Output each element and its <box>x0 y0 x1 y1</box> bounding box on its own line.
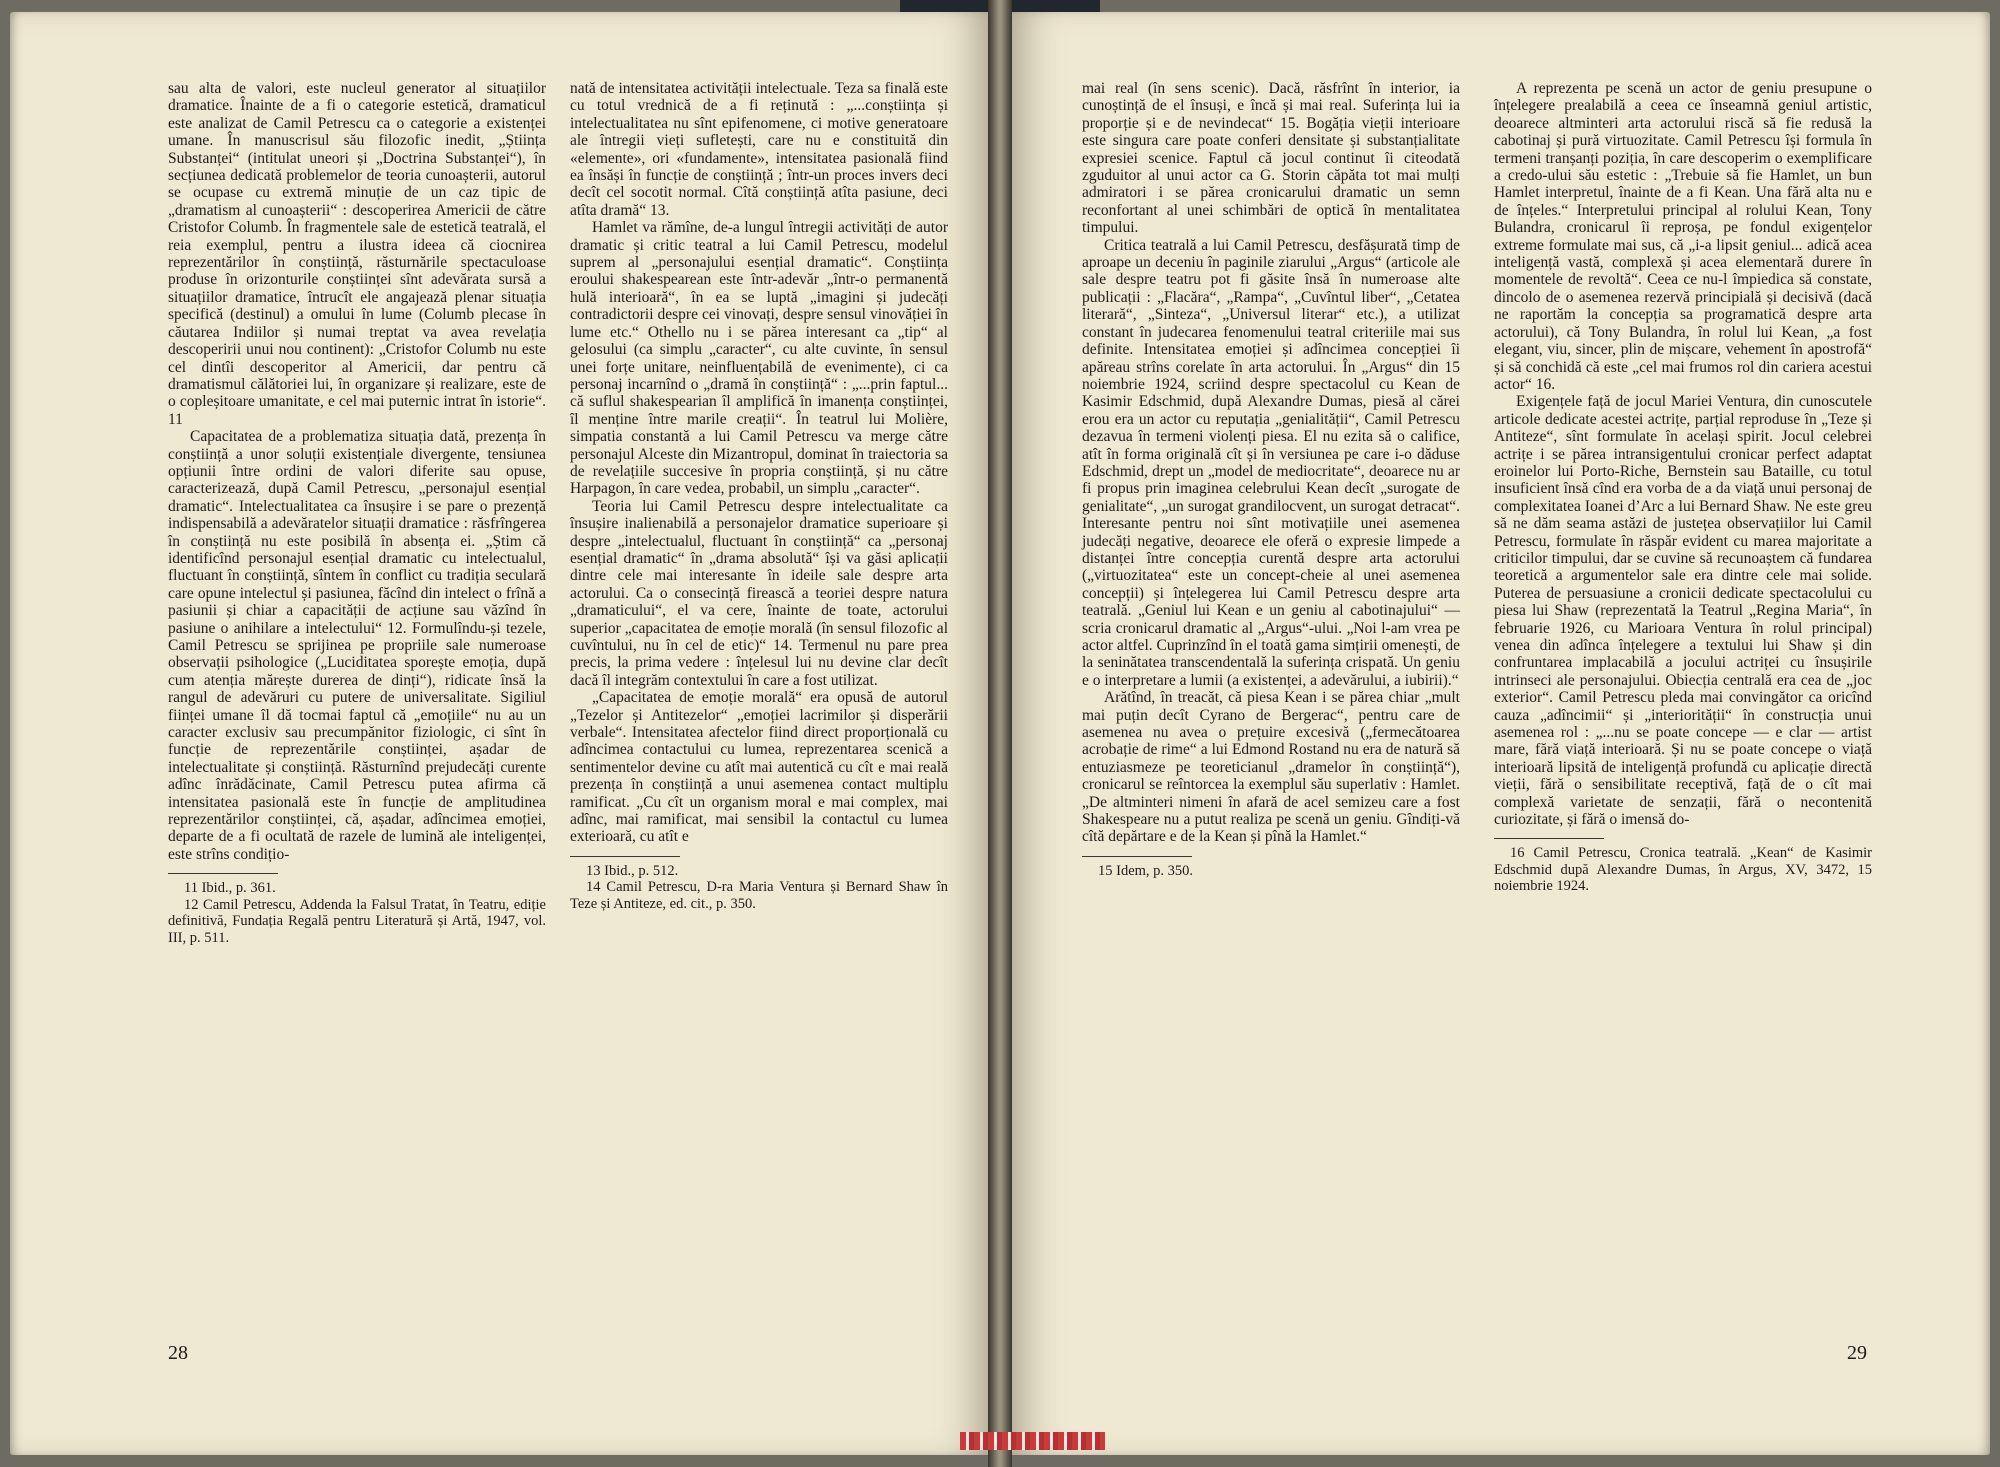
paragraph: Arătînd, în treacăt, că piesa Kean i se părea chiar „mult mai puțin decît Cyrano de Bergerac“, pentru care de asemenea nu avea o prețuire excesivă („fermecătoarea acrobație de rime“ a lui Edmond Rostand nu era de natură să entuziasmeze pe teoreticianul „dramelor în conștiință“), cronicarul se reîntorcea la exemplul său superlativ : Hamlet. „De altminteri nimeni în afară de acel semizeu care a fost Shakespeare nu a putut realiza pe scenă un geniu. Gîndiți-vă cîtă depărtare e de la Kean și pînă la Hamlet.“ <box>1082 689 1460 846</box>
paragraph: Teoria lui Camil Petrescu despre intelectualitate ca însușire inalienabilă a personajelor dramatice superioare și despre „intelectualul, fluctuant în conștiință“ ca „personaj esențial dramatic“ în „drama absolută“ își va găsi aplicații dintre cele mai interesante în ideile sale despre arta actorului. Ca o consecință firească a teoriei despre natura „dramaticului“, el va cere, înainte de toate, actorului superior „capacitatea de emoție morală (în sensul filozofic al cuvîntului, nu în cel de etic)“ 14. Termenul nu pare prea precis, la prima vedere : înțelesul lui nu devine clar decît dacă îl integrăm contextului în care a fost utilizat. <box>570 497 948 689</box>
footnote-rule <box>1082 856 1192 857</box>
footnote: 12 Camil Petrescu, Addenda la Falsul Tratat, în Teatru, ediție definitivă, Fundația Regală pentru Literatură și Artă, 1947, vol. III, p. 511. <box>168 896 546 946</box>
bookmark-ribbon <box>960 1432 1105 1450</box>
footnote: 11 Ibid., p. 361. <box>184 880 276 897</box>
paragraph: Capacitatea de a problematiza situația dată, prezența în conștiință a unor soluții existențiale divergente, tensiunea opțiunii între ordini de valori diferite sau opuse, caracterizează, după Camil Petrescu, „personajul esențial dramatic“. Intelectualitatea ca însușire i se pare o prezență indispensabilă a adevăratelor situații dramatice : răsfrîngerea în conștiință nu este posibilă în absența ei. „Știm că identificînd personajul esențial dramatic cu intelectualul, fluctuant în conștiință, sîntem în conflict cu tradiția seculară care opune intelectul și pasiunea, făcînd din intelect o frînă a pasiunii și chiar a capacității de acțiune sau văzînd în pasiune o anihilare a intelectului“ 12. Formulîndu-și tezele, Camil Petrescu se sprijinea pe propriile sale numeroase observații psihologice („Luciditatea sporește emoția, după cum atenția mărește durerea de dinți“), ridicate însă la rangul de adevăruri cu putere de universalitate. Sigiliul ființei umane îl dă tocmai faptul că „emoțiile“ nu au un caracter exclusiv sau precumpănitor fiziologic, ci sînt în funcție de reprezentările conștiinței, așadar de intelectualitate și conștiință. Răsturnînd prejudecăți curente adînc înrădăcinate, Camil Petrescu putea afirma că intensitatea pasională este în funcție de amplitudinea reprezentărilor conștiinței, că, așadar, adîncimea emoției, departe de a fi ocultată de razele de lumină ale inteligenței, este strîns condițio- <box>168 428 546 863</box>
footnote: 15 Idem, p. 350. <box>1098 862 1194 879</box>
footnotes <box>1082 863 1460 880</box>
left-page-column-2 <box>570 80 948 912</box>
page-number: 29 <box>1847 1342 1867 1364</box>
paragraph: Exigențele față de jocul Mariei Ventura, din cunoscutele articole dedicate acestei actrițe, parțial reproduse în „Teze și Antiteze“, sînt formulate în același spirit. Jocul celebrei actrițe i se părea intransigentului cronicar perfect adaptat eroinelor lui Porto-Riche, Bernstein sau Bataille, cu totul insuficient însă cînd era vorba de a da viață unui personaj de complexitatea Ioanei d’Arc a lui Bernard Shaw. Ne este greu să ne dăm seama astăzi de justețea observațiilor lui Camil Petrescu, formulate în răspăr evident cu marea majoritate a criticilor timpului, dar se cuvine să recunoaștem că fundarea teoretică a argumentelor sale era dintre cele mai solide. Puterea de persuasiune a cronicii dedicate spectacolului cu piesa lui Shaw (reprezentată la Teatrul „Regina Maria“, în februarie 1926, cu Marioara Ventura în rolul principal) venea din adînca înțelegere a textului lui Shaw și din confruntarea implacabilă a jocului actriței cu însușirile intrinseci ale personajului. Obiecția centrală era cea de „joc exterior“. Camil Petrescu pleda mai convingător ca oricînd cauza „adîncimii“ și „interiorității“ în construcția unui asemenea rol : „...nu se poate concepe — e clar — artist mare, fără viață interioară. Și nu se poate concepe o viață interioară lipsită de inteligență profundă cu aplicație directă vieții, fără o sensibilitate receptivă, față de o cît mai complexă varietate de senzații, fără o necontenită curiozitate, și fără o imensă do- <box>1494 393 1872 829</box>
book-gutter <box>988 0 1012 1467</box>
footnotes <box>570 863 948 913</box>
footnotes <box>1494 845 1872 895</box>
right-page-column-1 <box>1082 80 1460 879</box>
page-number: 28 <box>168 1342 188 1364</box>
paragraph: „Capacitatea de emoție morală“ era opusă de autorul „Tezelor și Antitezelor“ „emoției lacrimilor și disperării verbale“. Intensitatea afectelor fiind direct proporțională cu adîncimea contactului cu lumea, reprezentarea scenică a sentimentelor devine cu atît mai autentică cu cît e mai reală prezența în conștiință a unui asemenea contact multiplu ramificat. „Cu cît un organism moral e mai complex, mai adînc, mai ramificat, mai sensibil la contactul cu lumea exterioară, cu atît e <box>570 689 948 846</box>
paragraph: A reprezenta pe scenă un actor de geniu presupune o înțelegere prealabilă a ceea ce înseamnă geniul artistic, deoarece altminteri arta actorului riscă să fie redusă la cabotinaj și pură virtuozitate. Camil Petrescu își formula în termeni tranșanți poziția, în care descoperim o exemplificare a credo-ului său estetic : „Trebuie să fie Hamlet, un bun Hamlet interpretul, înainte de a fi Kean. Una fără alta nu e de înțeles.“ Interpretului principal al rolului Kean, Tony Bulandra, cronicarul îi reproșa, pe fondul exigențelor extreme formulate mai sus, că „i-a lipsit geniul... adică acea inteligență vastă, complexă și acea elementară durere în momentele de revoltă“. Ceea ce nu-l împiedica să constate, dincolo de o asemenea rezervă principială și decisivă (dacă ne raportăm la concepția sa programatică despre arta actorului), că Tony Bulandra, în rolul lui Kean, „a fost elegant, viu, sincer, plin de mișcare, vehement în apostrofă“ și să conchidă că este „cel mai frumos rol din cariera acestui actor“ 16. <box>1494 80 1872 393</box>
paragraph: Critica teatrală a lui Camil Petrescu, desfășurată timp de aproape un deceniu în paginile ziarului „Argus“ (articole ale sale despre teatru pot fi găsite însă în numeroase alte publicații : „Flacăra“, „Rampa“, „Cuvîntul liber“, „Cetatea literară“, „Sinteza“, „Universul literar“ etc.), a utilizat constant în judecarea fenomenului teatral criteriile mai sus definite. Intensitatea emoției și adîncimea concepției îi apăreau strîns corelate în arta actorului. În „Argus“ din 15 noiembrie 1924, scriind despre spectacolul cu Kean de Kasimir Edschmid, după Alexandre Dumas, piesă al cărei erou era un actor cu reputația „genialității“, Camil Petrescu dezavua în termeni violenți piesa. El nu ezita să o califice, atît în forma originală cît și în versiunea pe care i-o dăduse Edschmid, drept un „model de mediocritate“, deoarece nu ar fi propus prin imaginea celebrului Kean decît „surogate de genialitate“, „un surogat grandilocvent, un surogat detracat“. Interesante pentru noi sînt motivațiile unei asemenea judecăți negative, deoarece ele oferă o expresie limpede a distanței între concepția curentă despre arta actorului („virtuozitatea“ este un concept-cheie al unei asemenea concepții) și înțelegerea lui Camil Petrescu despre arta teatrală. „Geniul lui Kean e un geniu al cabotinajului“ — scria cronicarul dramatic al „Argus“-ului. „Noi l-am vrea pe actor altfel. Cuprinzînd în el toată gama simțirii omenești, de la seninătatea transcendentală la suferința crispată. Un geniu e o interpretare a lumii (a existenței, a adevărului, a iubirii).“ <box>1082 236 1460 689</box>
paragraph: sau alta de valori, este nucleul generator al situațiilor dramatice. Înainte de a fi o categorie estetică, dramaticul este analizat de Camil Petrescu ca o categorie a existenței umane. În manuscrisul său filozofic inedit, „Știința Substanței“ (intitulat uneori și „Doctrina Substanței“), în secțiunea dedicată problemelor de teoria cunoașterii, autorul se ocupase cu extremă minuție de un caz tipic de „dramatism al cunoașterii“ : descoperirea Americii de către Cristofor Columb. În fragmentele sale de estetică teatrală, el reia exemplul, pentru a ilustra ideea că ciocnirea reprezentărilor în conștiință, răsturnările spectaculoase produse în orizonturile conștiinței sînt adevărata sursă a situațiilor dramatice, întrucît ele angajează plenar situația specifică (destinul) a omului în lume (Columb plecase în căutarea Indiilor și numai treptat va avea revelația descoperirii unui nou continent): „Cristofor Columb nu este cel dintîi descoperitor al Americii, dar pentru că dramatismul călătoriei lui, în organizare și realizare, este de o copleșitoare umanitate, e cel mai puternic intrat în istorie“. 11 <box>168 80 546 428</box>
footnote-rule <box>570 856 680 857</box>
right-page <box>1012 12 1990 1455</box>
paragraph: nată de intensitatea activității intelectuale. Teza sa finală este cu totul vrednică de a fi reținută : „...conștiința și intelectualitatea nu sînt epifenomene, ci motive generatoare ale întregii vieți sufletești, care nu e constituită din «elemente», ori «fundamente», intensitatea pasională fiind ea însăși în funcție de conștiință ; într-un proces invers deci decît cel socotit normal. Cîtă conștiință atîta pasiune, deci atîta dramă“ 13. <box>570 80 948 219</box>
left-page-column-1 <box>168 80 546 946</box>
footnote-rule <box>168 873 278 874</box>
left-page <box>10 12 988 1455</box>
right-page-column-2 <box>1494 80 1872 895</box>
footnote: 16 Camil Petrescu, Cronica teatrală. „Kean“ de Kasimir Edschmid după Alexandre Dumas, în Argus, XV, 3472, 15 noiembrie 1924. <box>1494 845 1872 895</box>
footnotes <box>168 880 546 946</box>
footnote-rule <box>1494 838 1604 839</box>
paragraph: mai real (în sens scenic). Dacă, răsfrînt în interior, ia cunoștință de el însuși, e încă și mai real. Suferința lui ia proporție și e de nevindecat“ 15. Bogăția vieții interioare este singura care poate conferi densitate și substanțialitate expresiei scenice. Faptul că jocul continut îi citeodată zguduitor al unui actor ca G. Storin căpăta tot mai mulți admiratori i se părea cronicarului dramatic un semn reconfortant al unei schimbări de optică în mentalitatea timpului. <box>1082 80 1460 237</box>
paragraph: Hamlet va rămîne, de-a lungul întregii activități de autor dramatic și critic teatral a lui Camil Petrescu, modelul suprem al „personajului esențial dramatic“. Conștiința eroului shakespearean este într-adevăr „într-o permanentă hulă interioară“, în ea se luptă „imagini și judecăți contradictorii despre cei vinovați, despre sensul vinovăției în lume etc.“ Othello nu i se părea interesant ca „tip“ al gelosului (ca simplu „caracter“, cu alte cuvinte, în sensul unei forțe unitare, neinfluențabilă de evenimente), ci ca personaj incarnînd o „dramă în conștiință“ : „...prin faptul... că suflul shakespearian îl amplifică în imanența conștiinței, îl menține între marile creații“. În teatrul lui Molière, simpatia constantă a lui Camil Petrescu va merge către personajul Alceste din Mizantropul, dominat în traiectoria sa de revelațiile succesive în propria conștiință, și nu către Harpagon, în care vedea, probabil, un simplu „caracter“. <box>570 219 948 498</box>
footnote: 14 Camil Petrescu, D-ra Maria Ventura și Bernard Shaw în Teze și Antiteze, ed. cit., p. 350. <box>570 879 948 912</box>
footnote: 13 Ibid., p. 512. <box>586 862 679 879</box>
